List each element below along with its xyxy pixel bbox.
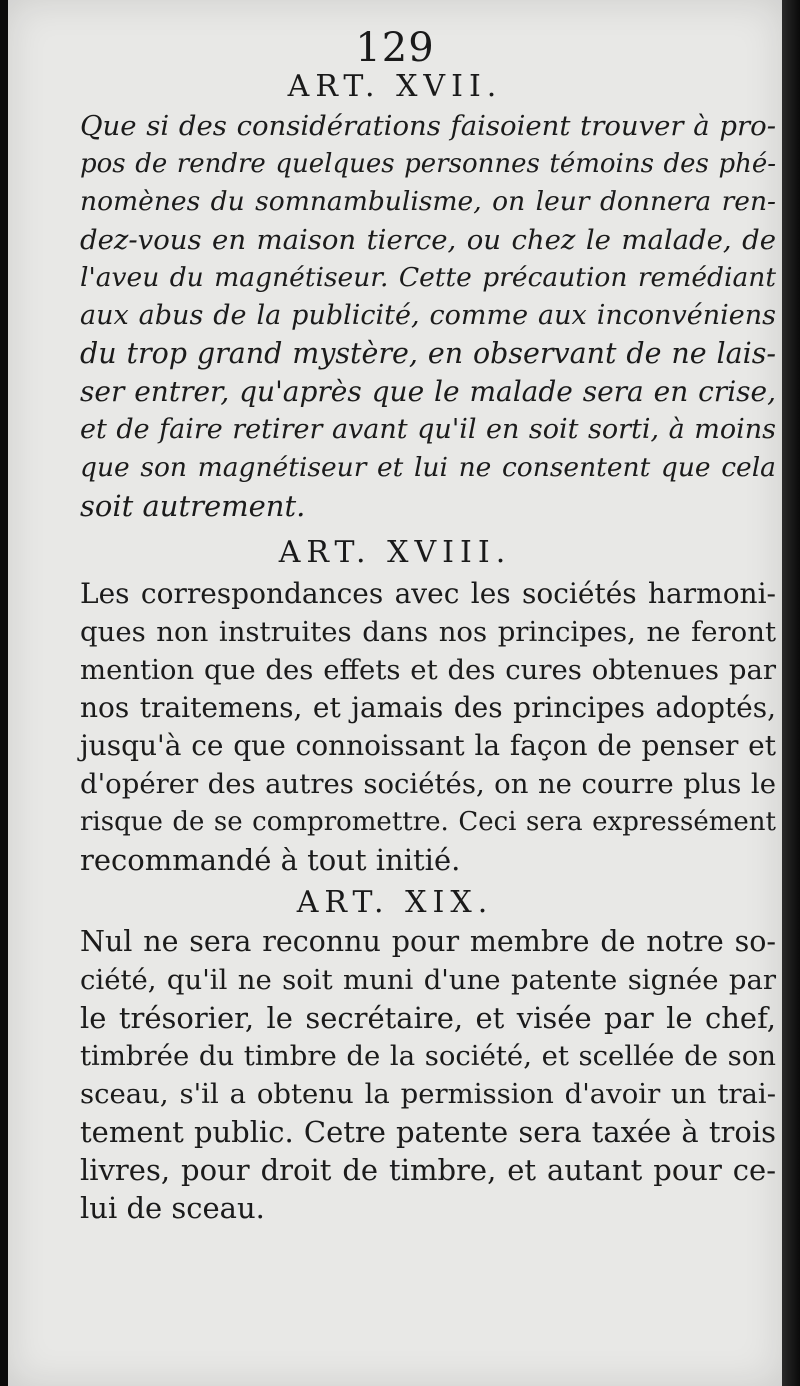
article-label: ART. <box>278 535 372 570</box>
page-edge-shadow <box>782 0 800 1386</box>
text-line: ser entrer, qu'après que le malade sera en crise, <box>80 375 776 408</box>
article-number: XVII. <box>396 69 503 104</box>
article-heading-xviii <box>8 536 782 570</box>
text-line: ciété, qu'il ne soit muni d'une patente signée par <box>80 964 776 996</box>
text-line: Nul ne sera reconnu pour membre de notre so- <box>80 925 776 958</box>
text-line: tement public. Cetre patente sera taxée à trois <box>80 1115 776 1149</box>
article-number: XIX. <box>405 885 494 920</box>
text-line: Que si des considérations faisoient trouver à pro- <box>80 110 776 142</box>
text-line: pos de rendre quelques personnes témoins des phé- <box>80 149 776 179</box>
text-line: que son magnétiseur et lui ne consentent que cela <box>80 452 776 483</box>
text-line: jusqu'à ce que connoissant la façon de penser et <box>80 729 776 762</box>
text-line: Les correspondances avec les sociétés harmoni- <box>80 577 776 610</box>
text-line: nos traitemens, et jamais des principes adoptés, <box>80 691 776 724</box>
article-number: XVIII. <box>387 535 512 570</box>
text-line: dez-vous en maison tierce, ou chez le malade, de <box>80 224 776 256</box>
book-page <box>8 0 782 1386</box>
text-line: aux abus de la publicité, comme aux inconvéniens <box>80 300 776 331</box>
text-line: risque de se compromettre. Ceci sera expressément <box>80 807 776 837</box>
page-number: 129 <box>355 25 435 71</box>
text-line: timbrée du timbre de la société, et scellée de son <box>80 1040 776 1072</box>
text-line: le trésorier, le secrétaire, et visée par le chef, <box>80 1001 776 1035</box>
text-line: sceau, s'il a obtenu la permission d'avoir un trai- <box>80 1078 776 1110</box>
text-line: nomènes du somnambulisme, on leur donnera ren- <box>80 186 776 217</box>
text-line: du trop grand mystère, en observant de ne lais- <box>80 337 776 370</box>
article-heading-xvii <box>8 70 782 104</box>
text-line: et de faire retirer avant qu'il en soit sorti, à moins <box>80 414 776 445</box>
article-label: ART. <box>296 885 390 920</box>
text-line: mention que des effets et des cures obtenues par <box>80 654 776 686</box>
text-line: soit autrement. <box>80 489 306 523</box>
text-line: l'aveu du magnétiseur. Cette précaution remédiant <box>80 262 776 293</box>
article-heading-xix <box>8 886 782 920</box>
article-label: ART. <box>287 69 381 104</box>
text-line: d'opérer des autres sociétés, on ne courre plus le <box>80 768 776 800</box>
text-line: lui de sceau. <box>80 1191 265 1225</box>
text-line: livres, pour droit de timbre, et autant pour ce- <box>80 1153 776 1187</box>
text-line: ques non instruites dans nos principes, ne feront <box>80 616 776 648</box>
text-line: recommandé à tout initié. <box>80 843 461 877</box>
